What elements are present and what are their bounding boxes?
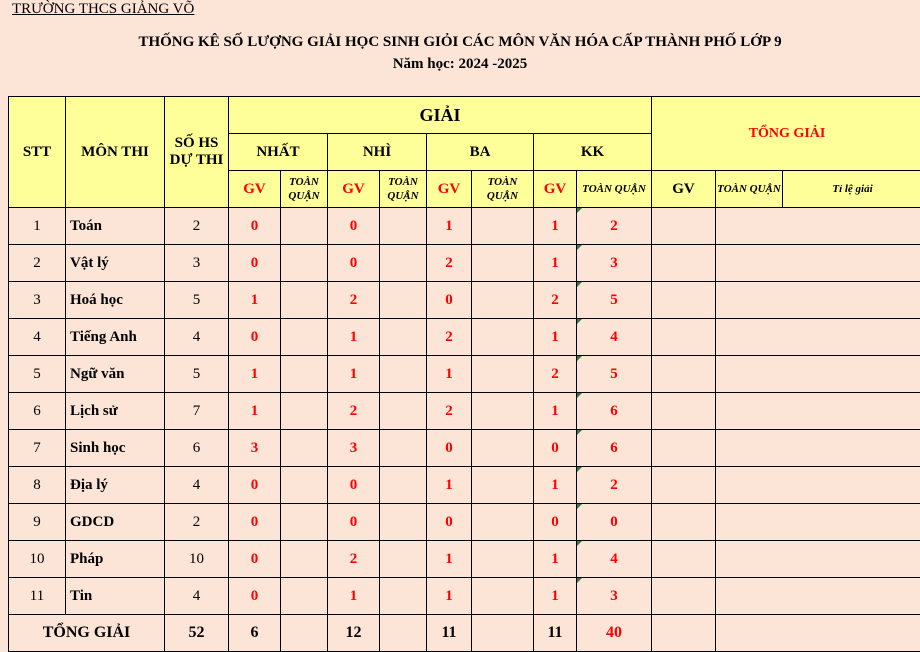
row-third: 0 bbox=[427, 504, 472, 541]
table-row bbox=[9, 319, 920, 356]
empty-cell bbox=[472, 319, 534, 356]
empty-cell bbox=[716, 245, 920, 282]
header-participants: SỐ HS DỰ THI bbox=[165, 97, 229, 208]
row-kk: 2 bbox=[534, 356, 577, 393]
row-total: 0 bbox=[577, 504, 652, 541]
row-kk: 0 bbox=[534, 504, 577, 541]
row-kk: 1 bbox=[534, 319, 577, 356]
header-gv: GV bbox=[328, 171, 380, 208]
table-row bbox=[9, 578, 920, 615]
empty-cell bbox=[380, 245, 427, 282]
empty-cell bbox=[716, 467, 920, 504]
row-stt: 4 bbox=[9, 319, 66, 356]
row-participants: 10 bbox=[165, 541, 229, 578]
empty-cell bbox=[652, 541, 716, 578]
totals-participants: 52 bbox=[165, 615, 229, 652]
header-first: NHẤT bbox=[229, 134, 328, 171]
row-subject: GDCD bbox=[66, 504, 165, 541]
row-kk: 2 bbox=[534, 282, 577, 319]
empty-cell bbox=[652, 430, 716, 467]
row-stt: 8 bbox=[9, 467, 66, 504]
empty-cell bbox=[652, 356, 716, 393]
row-participants: 2 bbox=[165, 208, 229, 245]
row-first: 0 bbox=[229, 504, 281, 541]
row-subject: Toán bbox=[66, 208, 165, 245]
empty-cell bbox=[380, 282, 427, 319]
row-first: 1 bbox=[229, 393, 281, 430]
totals-second: 12 bbox=[328, 615, 380, 652]
row-second: 2 bbox=[328, 541, 380, 578]
row-first: 0 bbox=[229, 467, 281, 504]
row-first: 0 bbox=[229, 578, 281, 615]
row-stt: 3 bbox=[9, 282, 66, 319]
empty-cell bbox=[716, 319, 920, 356]
row-third: 1 bbox=[427, 467, 472, 504]
row-subject: Tiếng Anh bbox=[66, 319, 165, 356]
empty-cell bbox=[380, 319, 427, 356]
row-third: 1 bbox=[427, 578, 472, 615]
empty-cell bbox=[281, 430, 328, 467]
row-kk: 1 bbox=[534, 467, 577, 504]
empty-cell bbox=[652, 282, 716, 319]
empty-cell bbox=[281, 504, 328, 541]
header-toan-quan: TOÀN QUẬN bbox=[472, 171, 534, 208]
row-third: 1 bbox=[427, 356, 472, 393]
empty-cell bbox=[281, 615, 328, 652]
row-kk: 1 bbox=[534, 578, 577, 615]
row-first: 1 bbox=[229, 356, 281, 393]
row-total: 3 bbox=[577, 578, 652, 615]
row-participants: 6 bbox=[165, 430, 229, 467]
empty-cell bbox=[652, 467, 716, 504]
row-subject: Hoá học bbox=[66, 282, 165, 319]
header-kk: KK bbox=[534, 134, 652, 171]
header-third: BA bbox=[427, 134, 534, 171]
totals-total: 40 bbox=[577, 615, 652, 652]
row-stt: 7 bbox=[9, 430, 66, 467]
row-first: 0 bbox=[229, 245, 281, 282]
empty-cell bbox=[380, 208, 427, 245]
row-stt: 10 bbox=[9, 541, 66, 578]
row-stt: 11 bbox=[9, 578, 66, 615]
row-total: 5 bbox=[577, 282, 652, 319]
school-name: TRƯỜNG THCS GIẢNG VÕ bbox=[12, 1, 195, 17]
empty-cell bbox=[380, 467, 427, 504]
table-row bbox=[9, 245, 920, 282]
row-kk: 1 bbox=[534, 245, 577, 282]
empty-cell bbox=[472, 356, 534, 393]
row-kk: 0 bbox=[534, 430, 577, 467]
row-participants: 4 bbox=[165, 467, 229, 504]
header-second: NHÌ bbox=[328, 134, 427, 171]
row-second: 2 bbox=[328, 282, 380, 319]
empty-cell bbox=[716, 430, 920, 467]
empty-cell bbox=[281, 393, 328, 430]
row-first: 0 bbox=[229, 541, 281, 578]
row-total: 4 bbox=[577, 541, 652, 578]
row-third: 2 bbox=[427, 393, 472, 430]
row-participants: 3 bbox=[165, 245, 229, 282]
row-third: 1 bbox=[427, 208, 472, 245]
row-participants: 4 bbox=[165, 319, 229, 356]
empty-cell bbox=[380, 615, 427, 652]
row-subject: Tin bbox=[66, 578, 165, 615]
row-second: 0 bbox=[328, 467, 380, 504]
row-second: 0 bbox=[328, 245, 380, 282]
table-row bbox=[9, 356, 920, 393]
row-third: 0 bbox=[427, 430, 472, 467]
school-year: Năm học: 2024 -2025 bbox=[392, 56, 528, 72]
row-total: 3 bbox=[577, 245, 652, 282]
row-stt: 6 bbox=[9, 393, 66, 430]
empty-cell bbox=[281, 245, 328, 282]
table-row bbox=[9, 393, 920, 430]
empty-cell bbox=[281, 208, 328, 245]
row-total: 2 bbox=[577, 467, 652, 504]
row-second: 1 bbox=[328, 578, 380, 615]
row-total: 2 bbox=[577, 208, 652, 245]
row-first: 1 bbox=[229, 282, 281, 319]
row-subject: Vật lý bbox=[66, 245, 165, 282]
row-total: 4 bbox=[577, 319, 652, 356]
empty-cell bbox=[472, 467, 534, 504]
row-kk: 1 bbox=[534, 541, 577, 578]
empty-cell bbox=[716, 208, 920, 245]
empty-cell bbox=[281, 541, 328, 578]
empty-cell bbox=[652, 245, 716, 282]
empty-cell bbox=[472, 430, 534, 467]
empty-cell bbox=[716, 356, 920, 393]
row-subject: Lịch sử bbox=[66, 393, 165, 430]
header-toan-quan: TOÀN QUẬN bbox=[281, 171, 328, 208]
header-prize-group: GIẢI bbox=[229, 97, 652, 134]
empty-cell bbox=[380, 504, 427, 541]
row-first: 0 bbox=[229, 319, 281, 356]
row-third: 0 bbox=[427, 282, 472, 319]
row-participants: 7 bbox=[165, 393, 229, 430]
table-row bbox=[9, 467, 920, 504]
row-participants: 2 bbox=[165, 504, 229, 541]
empty-cell bbox=[716, 578, 920, 615]
header-toan-quan: TOÀN QUẬN bbox=[577, 171, 652, 208]
row-first: 0 bbox=[229, 208, 281, 245]
totals-kk: 11 bbox=[534, 615, 577, 652]
row-stt: 5 bbox=[9, 356, 66, 393]
empty-cell bbox=[652, 208, 716, 245]
table-row bbox=[9, 541, 920, 578]
empty-cell bbox=[652, 504, 716, 541]
row-total: 6 bbox=[577, 393, 652, 430]
totals-third: 11 bbox=[427, 615, 472, 652]
row-second: 0 bbox=[328, 208, 380, 245]
header-gv: GV bbox=[534, 171, 577, 208]
empty-cell bbox=[472, 208, 534, 245]
row-subject: Sinh học bbox=[66, 430, 165, 467]
empty-cell bbox=[281, 467, 328, 504]
row-participants: 5 bbox=[165, 356, 229, 393]
header-total-group: TỔNG GIẢI bbox=[652, 97, 920, 171]
row-stt: 9 bbox=[9, 504, 66, 541]
report-title: THỐNG KÊ SỐ LƯỢNG GIẢI HỌC SINH GIỎI CÁC MÔN VĂN HÓA CẤP THÀNH PHỐ LỚP 9 bbox=[138, 34, 782, 50]
empty-cell bbox=[380, 393, 427, 430]
empty-cell bbox=[716, 615, 920, 652]
totals-first: 6 bbox=[229, 615, 281, 652]
table-row bbox=[9, 282, 920, 319]
row-third: 1 bbox=[427, 541, 472, 578]
empty-cell bbox=[281, 282, 328, 319]
row-second: 1 bbox=[328, 319, 380, 356]
row-total: 6 bbox=[577, 430, 652, 467]
row-participants: 4 bbox=[165, 578, 229, 615]
empty-cell bbox=[380, 430, 427, 467]
empty-cell bbox=[716, 504, 920, 541]
header-toan-quan: TOÀN QUẬN bbox=[380, 171, 427, 208]
row-stt: 1 bbox=[9, 208, 66, 245]
empty-cell bbox=[472, 578, 534, 615]
empty-cell bbox=[716, 393, 920, 430]
empty-cell bbox=[652, 393, 716, 430]
empty-cell bbox=[380, 356, 427, 393]
header-total-gv: GV bbox=[652, 171, 716, 208]
empty-cell bbox=[472, 393, 534, 430]
totals-label: TỔNG GIẢI bbox=[9, 615, 165, 652]
row-third: 2 bbox=[427, 319, 472, 356]
empty-cell bbox=[652, 615, 716, 652]
table-row bbox=[9, 430, 920, 467]
empty-cell bbox=[380, 578, 427, 615]
row-third: 2 bbox=[427, 245, 472, 282]
empty-cell bbox=[281, 578, 328, 615]
empty-cell bbox=[472, 615, 534, 652]
row-second: 3 bbox=[328, 430, 380, 467]
row-second: 2 bbox=[328, 393, 380, 430]
empty-cell bbox=[716, 541, 920, 578]
empty-cell bbox=[472, 282, 534, 319]
empty-cell bbox=[281, 356, 328, 393]
awards-table bbox=[8, 96, 920, 652]
empty-cell bbox=[652, 578, 716, 615]
header-stt: STT bbox=[9, 97, 66, 208]
totals-row bbox=[9, 615, 920, 652]
empty-cell bbox=[472, 541, 534, 578]
header-gv: GV bbox=[229, 171, 281, 208]
header-rate: Tỉ lệ giải bbox=[783, 171, 920, 208]
empty-cell bbox=[281, 319, 328, 356]
row-kk: 1 bbox=[534, 208, 577, 245]
empty-cell bbox=[472, 504, 534, 541]
row-kk: 1 bbox=[534, 393, 577, 430]
empty-cell bbox=[716, 282, 920, 319]
header-subject: MÔN THI bbox=[66, 97, 165, 208]
row-stt: 2 bbox=[9, 245, 66, 282]
empty-cell bbox=[380, 541, 427, 578]
row-participants: 5 bbox=[165, 282, 229, 319]
empty-cell bbox=[472, 245, 534, 282]
row-subject: Địa lý bbox=[66, 467, 165, 504]
header-gv: GV bbox=[427, 171, 472, 208]
row-total: 5 bbox=[577, 356, 652, 393]
row-second: 1 bbox=[328, 356, 380, 393]
header-total-toan-quan: TOÀN QUẬN bbox=[716, 171, 783, 208]
row-subject: Ngữ văn bbox=[66, 356, 165, 393]
row-subject: Pháp bbox=[66, 541, 165, 578]
table-row bbox=[9, 208, 920, 245]
table-row bbox=[9, 504, 920, 541]
row-first: 3 bbox=[229, 430, 281, 467]
empty-cell bbox=[652, 319, 716, 356]
row-second: 0 bbox=[328, 504, 380, 541]
